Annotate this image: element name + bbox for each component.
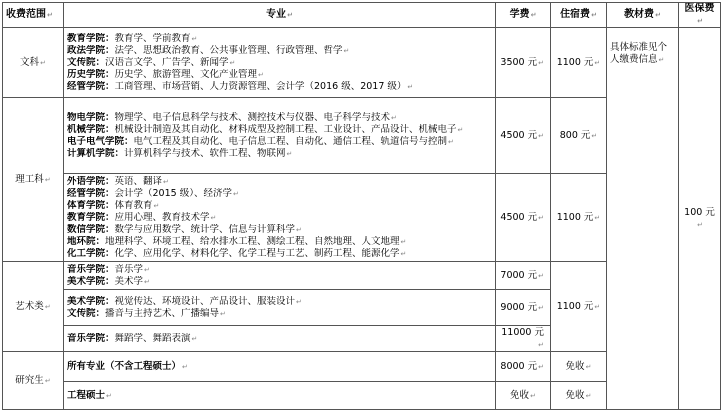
majors-cell bbox=[64, 174, 496, 262]
dorm-cell: 免收↵ bbox=[551, 352, 607, 382]
major-list: 舞蹈学、舞蹈表演 bbox=[114, 332, 191, 344]
header-row bbox=[3, 3, 721, 28]
header-tuition: 学费↵ bbox=[496, 3, 551, 28]
category-cell: 研究生↵ bbox=[3, 352, 64, 410]
paragraph-mark: ↵ bbox=[220, 309, 226, 318]
dorm-cell: 1100 元↵ bbox=[551, 262, 607, 352]
paragraph-mark: ↵ bbox=[229, 58, 236, 67]
major-line bbox=[67, 264, 492, 276]
paragraph-mark: ↵ bbox=[210, 213, 217, 222]
major-line bbox=[67, 176, 492, 188]
paragraph-mark: ↵ bbox=[400, 249, 407, 258]
medical-fee-cell: 100 元↵ bbox=[679, 28, 721, 410]
major-list: 英语、翻译 bbox=[114, 175, 163, 187]
tuition-cell: 免收↵ bbox=[496, 382, 551, 410]
tuition-cell: 9000 元↵ bbox=[496, 290, 551, 326]
school-name: 文传院： bbox=[67, 56, 106, 68]
paragraph-mark: ↵ bbox=[457, 125, 464, 134]
paragraph-mark: ↵ bbox=[296, 297, 302, 306]
major-list: 工商管理、市场营销、人力资源管理、会计学（2016 级、2017 级） bbox=[114, 80, 407, 92]
major-line bbox=[67, 45, 492, 57]
dorm-cell: 免收↵ bbox=[551, 382, 607, 410]
major-list: 应用心理、教育技术学 bbox=[114, 211, 210, 223]
textbook-note-cell: 具体标准见个人缴费信息↵ bbox=[607, 28, 679, 410]
major-list: 教育学、学前教育 bbox=[114, 32, 191, 44]
paragraph-mark: ↵ bbox=[163, 177, 169, 186]
major-line bbox=[67, 200, 492, 212]
major-list: 汉语言文学、广告学、新闻学 bbox=[105, 56, 229, 68]
dorm-cell: 800 元↵ bbox=[551, 98, 607, 174]
category-cell: 文科↵ bbox=[3, 28, 64, 98]
major-list: 历史学、旅游管理、文化产业管理 bbox=[114, 68, 258, 80]
major-line bbox=[67, 333, 492, 345]
major-line bbox=[67, 57, 492, 69]
header-medical: 医保费↵ bbox=[679, 3, 721, 28]
school-name: 文传院： bbox=[67, 307, 106, 319]
header-major: 专业↵ bbox=[64, 3, 496, 28]
majors-cell bbox=[64, 98, 496, 174]
major-list: 地理科学、环境工程、给水排水工程、测绘工程、自然地理、人文地理 bbox=[105, 235, 400, 247]
majors-cell bbox=[64, 326, 496, 352]
school-name: 数信学院： bbox=[67, 223, 115, 235]
majors-cell bbox=[64, 262, 496, 290]
major-line bbox=[67, 81, 492, 93]
major-line bbox=[67, 112, 492, 124]
school-name: 政法学院： bbox=[67, 44, 115, 56]
majors-cell: 工程硕士↵ bbox=[64, 382, 496, 410]
major-line bbox=[67, 33, 492, 45]
header-textbook: 教材费↵ bbox=[607, 3, 679, 28]
major-line bbox=[67, 296, 492, 308]
majors-cell bbox=[64, 290, 496, 326]
paragraph-mark: ↵ bbox=[448, 137, 454, 146]
paragraph-mark: ↵ bbox=[407, 82, 414, 91]
major-line bbox=[67, 148, 492, 160]
school-name: 经管学院： bbox=[67, 187, 115, 199]
table-row bbox=[3, 28, 721, 98]
category-cell: 艺术类↵ bbox=[3, 262, 64, 352]
dorm-cell: 1100 元↵ bbox=[551, 28, 607, 98]
major-line bbox=[67, 276, 492, 288]
major-line bbox=[67, 212, 492, 224]
major-list: 会计学（2015 级）、经济学 bbox=[114, 187, 232, 199]
majors-cell: 所有专业（不含工程硕士）↵ bbox=[64, 352, 496, 382]
major-list: 美术学 bbox=[114, 275, 144, 287]
school-name: 教育学院： bbox=[67, 32, 115, 44]
school-name: 历史学院： bbox=[67, 68, 115, 80]
major-line bbox=[67, 136, 492, 148]
tuition-cell: 4500 元↵ bbox=[496, 174, 551, 262]
school-name: 音乐学院： bbox=[67, 263, 115, 275]
major-list: 化学、应用化学、材料化学、化学工程与工艺、制药工程、能源化学 bbox=[114, 247, 400, 259]
major-line bbox=[67, 124, 492, 136]
major-list: 机械设计制造及其自动化、材料成型及控制工程、工业设计、产品设计、机械电子 bbox=[114, 123, 457, 135]
majors-cell bbox=[64, 28, 496, 98]
major-list: 法学、思想政治教育、公共事业管理、行政管理、哲学 bbox=[114, 44, 343, 56]
header-range: 收费范围↵ bbox=[3, 3, 64, 28]
tuition-cell: 3500 元↵ bbox=[496, 28, 551, 98]
paragraph-mark: ↵ bbox=[400, 237, 407, 246]
paragraph-mark: ↵ bbox=[343, 46, 350, 55]
school-name: 化工学院： bbox=[67, 247, 115, 259]
tuition-cell: 8000 元↵ bbox=[496, 352, 551, 382]
header-dorm: 住宿费↵ bbox=[551, 3, 607, 28]
major-line bbox=[67, 69, 492, 81]
paragraph-mark: ↵ bbox=[286, 149, 293, 158]
school-name: 教育学院： bbox=[67, 211, 115, 223]
paragraph-mark: ↵ bbox=[232, 189, 239, 198]
school-name: 机械学院： bbox=[67, 123, 115, 135]
major-list: 视觉传达、环境设计、产品设计、服装设计 bbox=[114, 295, 296, 307]
paragraph-mark: ↵ bbox=[191, 334, 198, 343]
major-list: 数学与应用数学、统计学、信息与计算科学 bbox=[114, 223, 296, 235]
major-line bbox=[67, 248, 492, 260]
fee-table bbox=[2, 2, 721, 410]
paragraph-mark: ↵ bbox=[144, 277, 150, 286]
category-cell: 理工科↵ bbox=[3, 98, 64, 262]
paragraph-mark: ↵ bbox=[144, 265, 150, 274]
major-line bbox=[67, 224, 492, 236]
major-line bbox=[67, 188, 492, 200]
school-name: 经管学院： bbox=[67, 80, 115, 92]
major-line bbox=[67, 308, 492, 320]
major-list: 电气工程及其自动化、电子信息工程、自动化、通信工程、轨道信号与控制 bbox=[133, 135, 448, 147]
dorm-cell: 1100 元↵ bbox=[551, 174, 607, 262]
school-name: 体育学院： bbox=[67, 199, 115, 211]
tuition-cell: 11000 元↵ bbox=[496, 326, 551, 352]
paragraph-mark: ↵ bbox=[296, 225, 302, 234]
major-list: 音乐学 bbox=[114, 263, 144, 275]
school-name: 电子电气学院： bbox=[67, 135, 134, 147]
tuition-cell: 4500 元↵ bbox=[496, 98, 551, 174]
school-name: 美术学院： bbox=[67, 295, 115, 307]
school-name: 物电学院： bbox=[67, 111, 115, 123]
paragraph-mark: ↵ bbox=[191, 34, 198, 43]
major-list: 播音与主持艺术、广播编导 bbox=[105, 307, 220, 319]
major-list: 体育教育 bbox=[114, 199, 153, 211]
school-name: 音乐学院： bbox=[67, 332, 115, 344]
paragraph-mark: ↵ bbox=[391, 113, 397, 122]
tuition-cell: 7000 元↵ bbox=[496, 262, 551, 290]
paragraph-mark: ↵ bbox=[258, 70, 264, 79]
paragraph-mark: ↵ bbox=[153, 201, 160, 210]
school-name: 地环院： bbox=[67, 235, 106, 247]
major-list: 物理学、电子信息科学与技术、测控技术与仪器、电子科学与技术 bbox=[114, 111, 391, 123]
major-list: 计算机科学与技术、软件工程、物联网 bbox=[124, 147, 286, 159]
school-name: 计算机学院： bbox=[67, 147, 125, 159]
major-line bbox=[67, 236, 492, 248]
school-name: 外语学院： bbox=[67, 175, 115, 187]
school-name: 美术学院： bbox=[67, 275, 115, 287]
